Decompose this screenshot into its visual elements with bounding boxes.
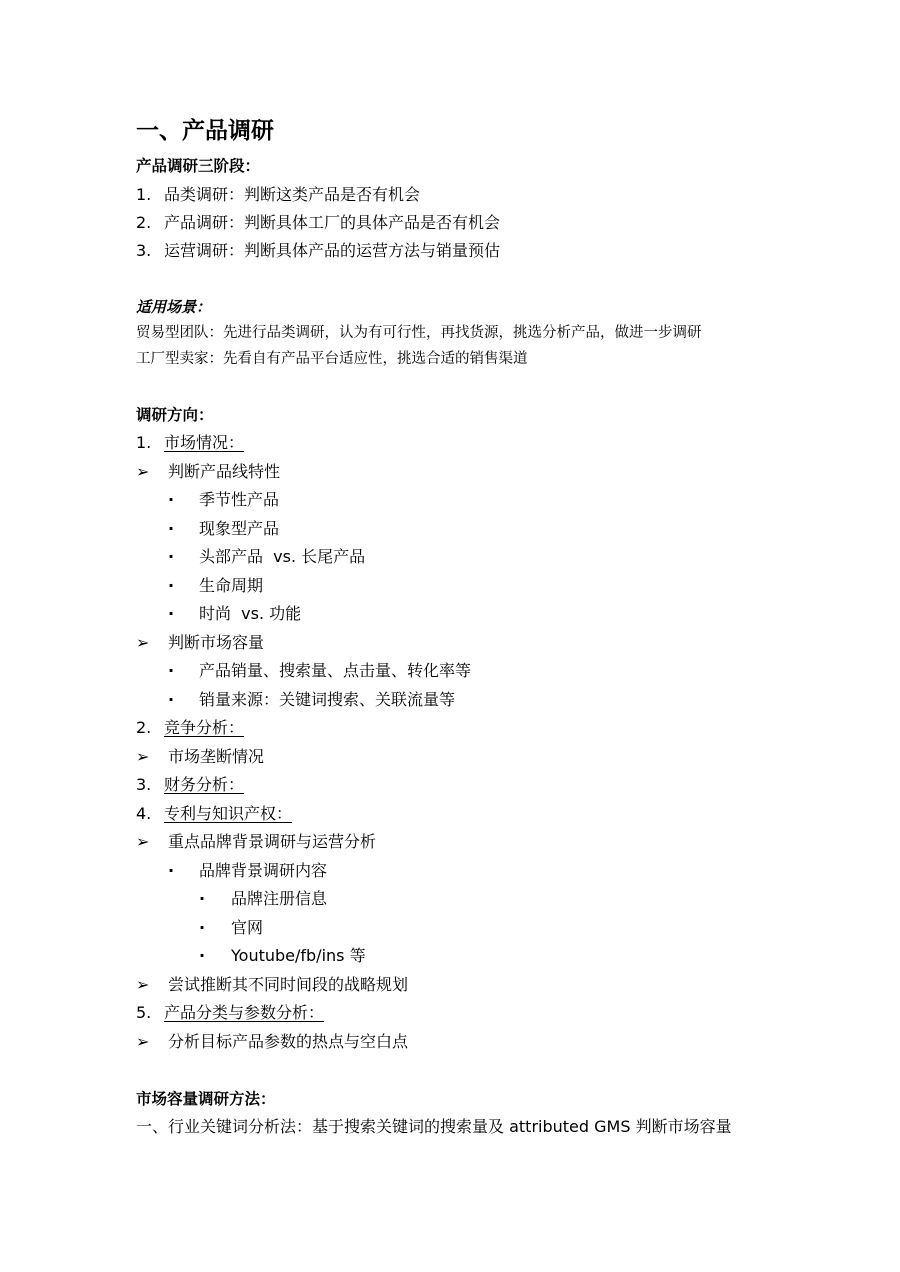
list-number: 2. <box>136 213 152 232</box>
capacity-method-line: 一、行业关键词分析法：基于搜索关键词的搜索量及 attributed GMS 判断市场容量 <box>136 1117 732 1136</box>
bullet-icon: · <box>168 604 175 623</box>
capacity-title: 市场容量调研方法： <box>136 1090 276 1108</box>
bullet-text: 生命周期 <box>199 576 264 595</box>
bullet-icon: · <box>168 490 175 509</box>
arrow-item-text: 判断市场容量 <box>168 633 265 652</box>
bullet-icon: · <box>199 946 206 965</box>
bullet-text: 产品销量、搜索量、点击量、转化率等 <box>199 661 472 680</box>
arrow-icon: ➢ <box>136 633 150 652</box>
arrow-item <box>136 462 281 482</box>
section-heading <box>136 1003 325 1023</box>
arrow-icon: ➢ <box>136 1032 150 1051</box>
list-item <box>136 185 421 205</box>
bullet-icon: · <box>168 576 175 595</box>
arrow-item-text: 重点品牌背景调研与运营分析 <box>168 832 377 851</box>
bullet-icon: · <box>168 547 175 566</box>
arrow-item-text: 分析目标产品参数的热点与空白点 <box>168 1032 409 1051</box>
arrow-icon: ➢ <box>136 462 150 481</box>
arrow-item-text: 市场垄断情况 <box>168 747 265 766</box>
bullet-text: 季节性产品 <box>199 490 280 509</box>
page-title: 一、产品调研 <box>136 118 274 144</box>
bullet-text: 品牌注册信息 <box>231 889 328 908</box>
list-number: 1. <box>136 185 152 204</box>
bullet-icon: · <box>168 519 175 538</box>
arrow-item <box>136 633 265 653</box>
arrow-item <box>136 747 265 767</box>
list-number: 3. <box>136 241 152 260</box>
section-heading <box>136 775 245 795</box>
bullet-item <box>168 604 302 624</box>
section-number: 4. <box>136 804 152 823</box>
section-heading <box>136 804 293 824</box>
section-number: 2. <box>136 718 152 737</box>
list-text: 运营调研：判断具体产品的运营方法与销量预估 <box>164 241 501 260</box>
bullet-item <box>168 547 366 567</box>
bullet-text: Youtube/fb/ins 等 <box>231 946 366 965</box>
section-heading <box>136 718 245 738</box>
arrow-icon: ➢ <box>136 975 150 994</box>
section-number: 5. <box>136 1003 152 1022</box>
arrow-item <box>136 1032 409 1052</box>
section-title: 市场情况： <box>164 433 245 452</box>
bullet-icon: · <box>168 861 175 880</box>
arrow-item <box>136 832 377 852</box>
section-title: 专利与知识产权： <box>164 804 293 823</box>
bullet-icon: · <box>199 889 206 908</box>
list-text: 品类调研：判断这类产品是否有机会 <box>164 185 421 204</box>
arrow-icon: ➢ <box>136 747 150 766</box>
section-number: 3. <box>136 775 152 794</box>
bullet-icon: · <box>168 661 175 680</box>
bullet-item <box>168 861 328 881</box>
arrow-item-text: 判断产品线特性 <box>168 462 281 481</box>
bullet-item <box>168 661 472 681</box>
bullet-text: 时尚 vs. 功能 <box>199 604 302 623</box>
section-title: 产品分类与参数分析： <box>164 1003 325 1022</box>
arrow-icon: ➢ <box>136 832 150 851</box>
bullet-text: 头部产品 vs. 长尾产品 <box>199 547 366 566</box>
bullet-item <box>168 690 456 710</box>
scenarios-title: 适用场景： <box>136 298 212 316</box>
sub-bullet-item <box>199 889 328 909</box>
list-text: 产品调研：判断具体工厂的具体产品是否有机会 <box>164 213 501 232</box>
scenario-line: 贸易型团队：先进行品类调研，认为有可行性，再找货源，挑选分析产品，做进一步调研 <box>136 325 702 341</box>
scenario-line: 工厂型卖家：先看自有产品平台适应性，挑选合适的销售渠道 <box>136 351 528 367</box>
list-item <box>136 213 501 233</box>
arrow-item <box>136 975 409 995</box>
stages-title: 产品调研三阶段： <box>136 157 261 175</box>
bullet-text: 现象型产品 <box>199 519 280 538</box>
bullet-text: 官网 <box>231 918 264 937</box>
section-number: 1. <box>136 433 152 452</box>
section-title: 财务分析： <box>164 775 245 794</box>
sub-bullet-item <box>199 946 366 966</box>
arrow-item-text: 尝试推断其不同时间段的战略规划 <box>168 975 409 994</box>
bullet-text: 销量来源：关键词搜索、关联流量等 <box>199 690 456 709</box>
sub-bullet-item <box>199 918 264 938</box>
section-heading <box>136 433 245 453</box>
bullet-icon: · <box>199 918 206 937</box>
list-item <box>136 241 501 261</box>
bullet-item <box>168 490 280 510</box>
bullet-item <box>168 576 264 596</box>
bullet-item <box>168 519 280 539</box>
bullet-text: 品牌背景调研内容 <box>199 861 328 880</box>
section-title: 竞争分析： <box>164 718 245 737</box>
bullet-icon: · <box>168 690 175 709</box>
direction-title: 调研方向： <box>136 406 214 424</box>
